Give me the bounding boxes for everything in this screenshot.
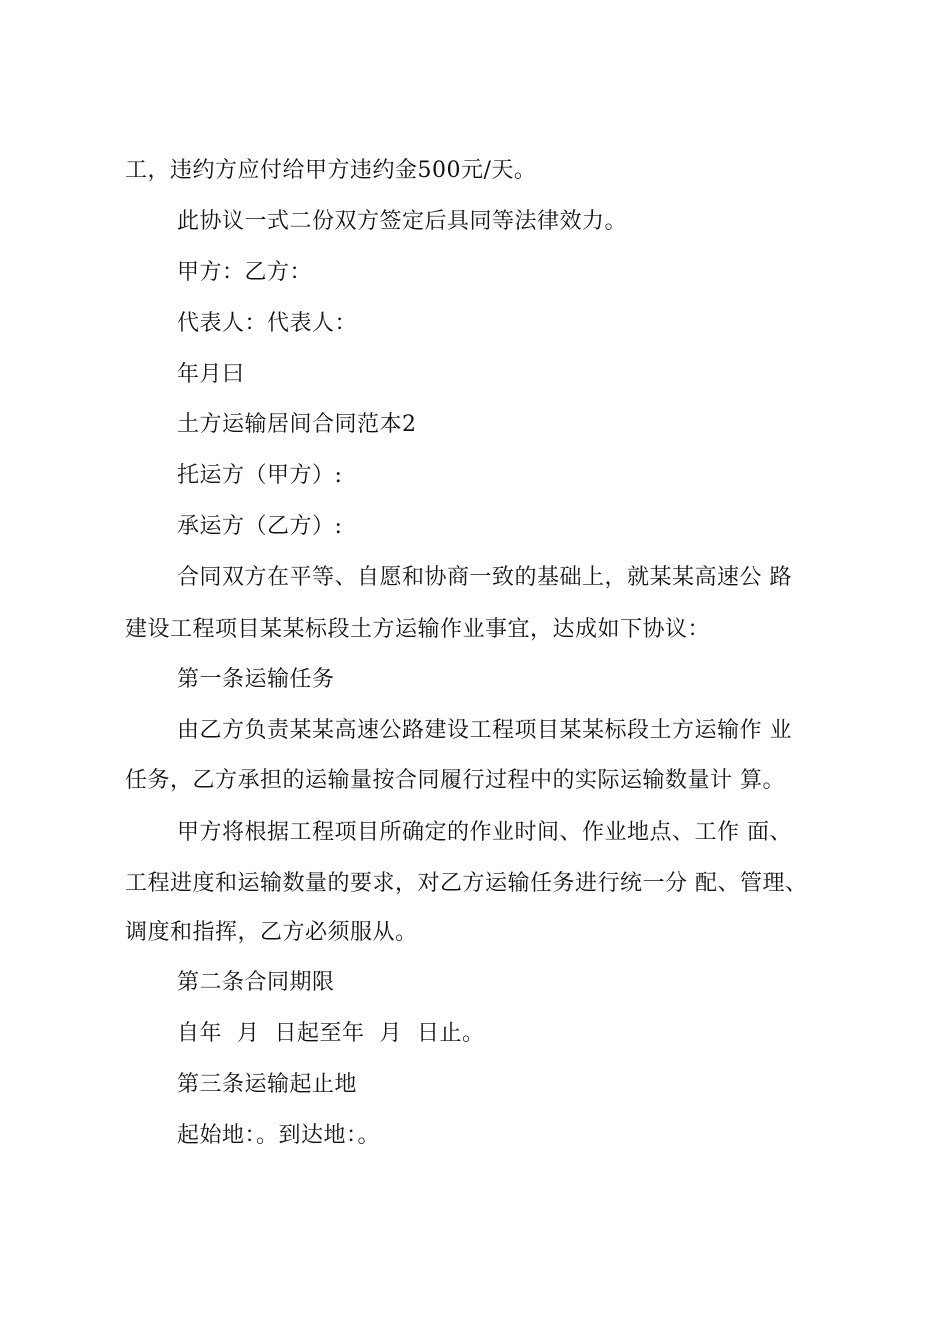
- text-line: 自年 月 日起至年 月 日止。: [177, 1021, 485, 1046]
- text-line: 甲方：乙方：: [177, 260, 313, 285]
- section-title: 土方运输居间合同范本2: [177, 412, 417, 437]
- clause-heading: 第三条运输起止地: [177, 1072, 358, 1097]
- clause-heading: 第一条运输任务: [177, 667, 335, 692]
- text-line: 建设工程项目某某标段土方运输作业事宜，达成如下协议：: [125, 617, 711, 642]
- text-line: 托运方（甲方）:: [177, 463, 343, 488]
- text-line: 此协议一式二份双方签定后具同等法律效力。: [177, 209, 628, 234]
- text-line: 任务，乙方承担的运输量按合同履行过程中的实际运输数量计 算。: [125, 768, 785, 793]
- text-line: 甲方将根据工程项目所确定的作业时间、作业地点、工作 面、: [177, 820, 792, 845]
- text-line: 代表人：代表人：: [177, 311, 358, 336]
- text-line: 合同双方在平等、自愿和协商一致的基础上，就某某高速公 路: [177, 565, 792, 590]
- text-line: 起始地：。到达地：。: [177, 1123, 381, 1148]
- text-line: 承运方（乙方）:: [177, 514, 343, 539]
- clause-heading: 第二条合同期限: [177, 970, 335, 995]
- text-line: 工程进度和运输数量的要求，对乙方运输任务进行统一分 配、管理、: [125, 871, 808, 896]
- text-line: 由乙方负责某某高速公路建设工程项目某某标段土方运输作 业: [177, 718, 792, 743]
- text-line: 工，违约方应付给甲方违约金500元/天。: [125, 158, 537, 183]
- text-line: 调度和指挥，乙方必须服从。: [125, 920, 418, 945]
- text-line: 年月曰: [177, 362, 245, 387]
